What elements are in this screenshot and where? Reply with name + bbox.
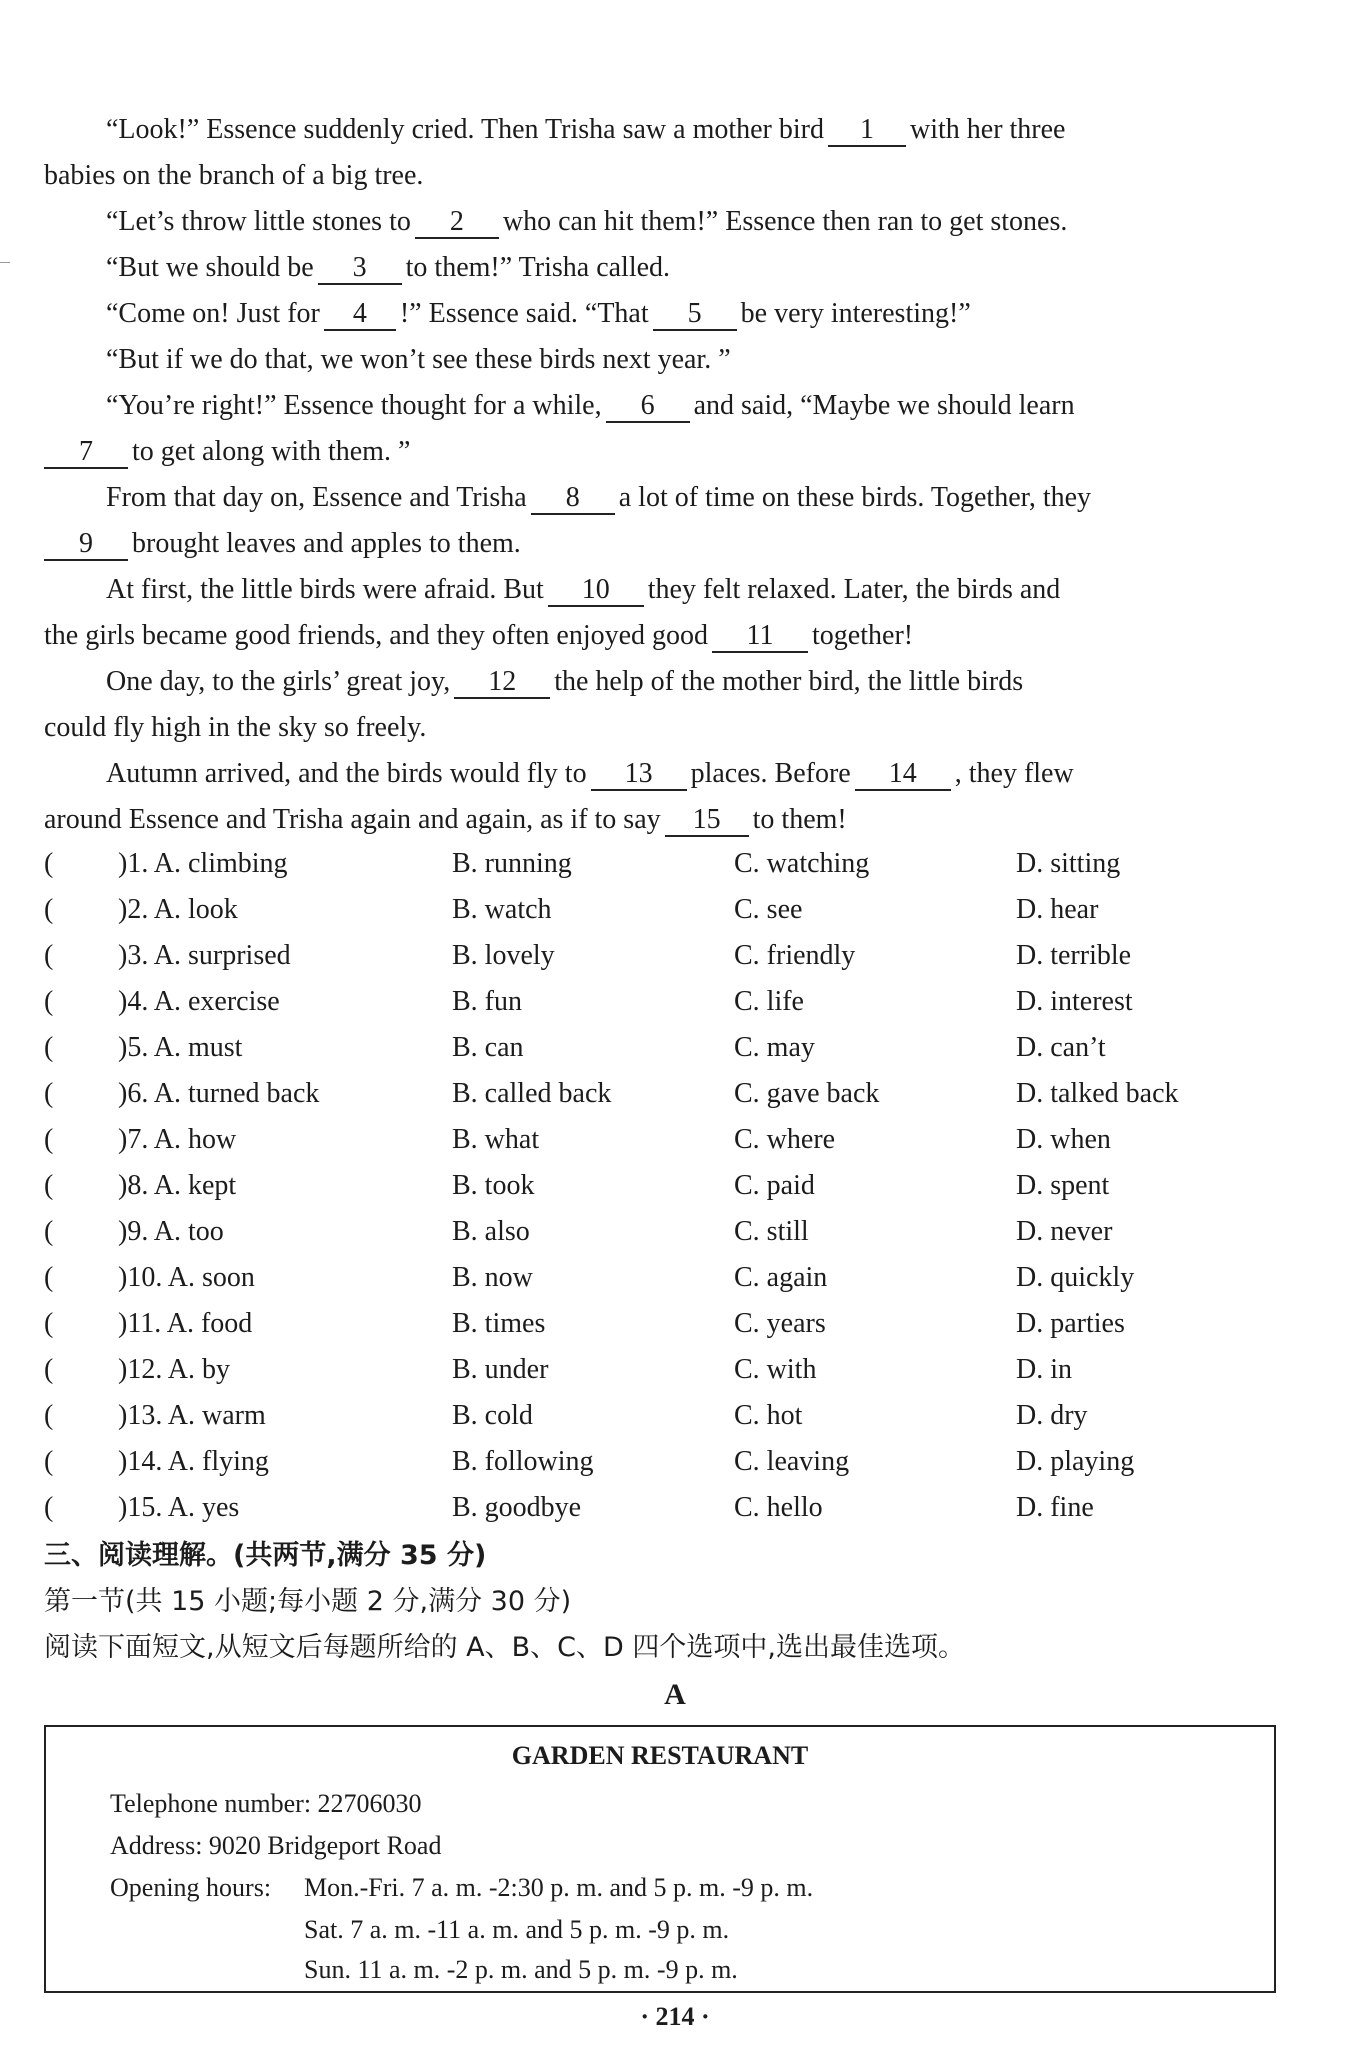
section-part: 第一节(共 15 小题;每小题 2 分,满分 30 分) bbox=[44, 1586, 572, 1617]
answer-paren[interactable]: ( bbox=[44, 986, 54, 1017]
option-b: B. fun bbox=[452, 986, 522, 1017]
option-a: )5. A. must bbox=[118, 1032, 243, 1063]
option-d: D. terrible bbox=[1016, 940, 1132, 971]
option-a: )14. A. flying bbox=[118, 1446, 269, 1477]
option-c: C. watching bbox=[734, 848, 870, 879]
edge-mark bbox=[0, 262, 10, 263]
restaurant-card bbox=[44, 1725, 1276, 1993]
passage-label: A bbox=[664, 1678, 686, 1711]
option-b: B. called back bbox=[452, 1078, 612, 1109]
option-b: B. running bbox=[452, 848, 572, 879]
answer-paren[interactable]: ( bbox=[44, 1124, 54, 1155]
option-c: C. life bbox=[734, 986, 804, 1017]
option-a: )4. A. exercise bbox=[118, 986, 280, 1017]
answer-paren[interactable]: ( bbox=[44, 1446, 54, 1477]
passage-line-16: around Essence and Trisha again and again, as if to say 15 to them! bbox=[44, 804, 847, 835]
option-c: C. may bbox=[734, 1032, 815, 1063]
answer-paren[interactable]: ( bbox=[44, 1170, 54, 1201]
blank-1[interactable]: 1 bbox=[828, 115, 906, 147]
answer-paren[interactable]: ( bbox=[44, 894, 54, 925]
blank-4[interactable]: 4 bbox=[324, 299, 396, 331]
blank-10[interactable]: 10 bbox=[548, 575, 644, 607]
question-row bbox=[44, 984, 1300, 1030]
answer-paren[interactable]: ( bbox=[44, 1400, 54, 1431]
option-d: D. sitting bbox=[1016, 848, 1121, 879]
option-d: D. hear bbox=[1016, 894, 1099, 925]
answer-paren[interactable]: ( bbox=[44, 1216, 54, 1247]
option-a: )1. A. climbing bbox=[118, 848, 288, 879]
option-c: C. leaving bbox=[734, 1446, 850, 1477]
option-c: C. gave back bbox=[734, 1078, 880, 1109]
passage-line-9: From that day on, Essence and Trisha 8 a lot of time on these birds. Together, they bbox=[106, 482, 1092, 513]
answer-paren[interactable]: ( bbox=[44, 1078, 54, 1109]
option-a: )9. A. too bbox=[118, 1216, 224, 1247]
option-d: D. spent bbox=[1016, 1170, 1110, 1201]
question-row bbox=[44, 1030, 1300, 1076]
question-row bbox=[44, 1260, 1300, 1306]
blank-2[interactable]: 2 bbox=[415, 207, 499, 239]
question-row bbox=[44, 1168, 1300, 1214]
option-b: B. what bbox=[452, 1124, 540, 1155]
option-b: B. times bbox=[452, 1308, 546, 1339]
option-b: B. following bbox=[452, 1446, 594, 1477]
page-number: · 214 · bbox=[640, 2002, 710, 2031]
answer-paren[interactable]: ( bbox=[44, 940, 54, 971]
passage-line-3: “Let’s throw little stones to 2 who can hit them!” Essence then ran to get stones. bbox=[106, 206, 1068, 237]
option-d: D. interest bbox=[1016, 986, 1133, 1017]
restaurant-hours-label: Opening hours: bbox=[110, 1873, 272, 1902]
option-a: )12. A. by bbox=[118, 1354, 230, 1385]
option-d: D. dry bbox=[1016, 1400, 1088, 1431]
question-row bbox=[44, 1122, 1300, 1168]
option-d: D. quickly bbox=[1016, 1262, 1135, 1293]
question-row bbox=[44, 1306, 1300, 1352]
passage-line-4: “But we should be 3 to them!” Trisha called. bbox=[106, 252, 671, 283]
option-c: C. hello bbox=[734, 1492, 823, 1523]
question-row bbox=[44, 1398, 1300, 1444]
option-a: )10. A. soon bbox=[118, 1262, 255, 1293]
option-a: )6. A. turned back bbox=[118, 1078, 320, 1109]
answer-paren[interactable]: ( bbox=[44, 1032, 54, 1063]
passage-line-6: “But if we do that, we won’t see these birds next year. ” bbox=[106, 344, 731, 375]
option-b: B. took bbox=[452, 1170, 535, 1201]
restaurant-hours-sunday: Sun. 11 a. m. -2 p. m. and 5 p. m. -9 p. m. bbox=[304, 1955, 738, 1984]
option-c: C. again bbox=[734, 1262, 828, 1293]
blank-5[interactable]: 5 bbox=[653, 299, 737, 331]
restaurant-hours-weekday: Mon.-Fri. 7 a. m. -2:30 p. m. and 5 p. m. -9 p. m. bbox=[304, 1873, 814, 1902]
option-d: D. fine bbox=[1016, 1492, 1094, 1523]
passage-line-14: could fly high in the sky so freely. bbox=[44, 712, 427, 743]
passage-line-11: At first, the little birds were afraid. But 10 they felt relaxed. Later, the birds and bbox=[106, 574, 1061, 605]
option-c: C. friendly bbox=[734, 940, 856, 971]
option-a: )2. A. look bbox=[118, 894, 238, 925]
question-row bbox=[44, 1076, 1300, 1122]
blank-3[interactable]: 3 bbox=[318, 253, 402, 285]
option-c: C. where bbox=[734, 1124, 836, 1155]
answer-paren[interactable]: ( bbox=[44, 1354, 54, 1385]
option-c: C. hot bbox=[734, 1400, 803, 1431]
option-d: D. can’t bbox=[1016, 1032, 1106, 1063]
answer-paren[interactable]: ( bbox=[44, 1492, 54, 1523]
section-heading: 三、阅读理解。(共两节,满分 35 分) bbox=[44, 1540, 487, 1571]
option-a: )13. A. warm bbox=[118, 1400, 266, 1431]
option-c: C. years bbox=[734, 1308, 826, 1339]
option-a: )15. A. yes bbox=[118, 1492, 240, 1523]
section-instruction: 阅读下面短文,从短文后每题所给的 A、B、C、D 四个选项中,选出最佳选项。 bbox=[44, 1632, 965, 1663]
blank-13[interactable]: 13 bbox=[591, 759, 687, 791]
passage-line-1: “Look!” Essence suddenly cried. Then Trisha saw a mother bird 1 with her three bbox=[106, 114, 1066, 145]
option-d: D. never bbox=[1016, 1216, 1113, 1247]
blank-15[interactable]: 15 bbox=[665, 805, 749, 837]
option-c: C. paid bbox=[734, 1170, 815, 1201]
question-row bbox=[44, 1352, 1300, 1398]
option-a: )8. A. kept bbox=[118, 1170, 237, 1201]
option-b: B. goodbye bbox=[452, 1492, 582, 1523]
option-b: B. cold bbox=[452, 1400, 533, 1431]
option-d: D. when bbox=[1016, 1124, 1111, 1155]
passage-line-8: 7 to get along with them. ” bbox=[44, 434, 410, 470]
option-b: B. under bbox=[452, 1354, 549, 1385]
option-a: )7. A. how bbox=[118, 1124, 237, 1155]
passage-line-5: “Come on! Just for 4 !” Essence said. “That 5 be very interesting!” bbox=[106, 298, 971, 329]
answer-paren[interactable]: ( bbox=[44, 1308, 54, 1339]
passage-line-10: 9 brought leaves and apples to them. bbox=[44, 526, 521, 562]
option-d: D. parties bbox=[1016, 1308, 1125, 1339]
blank-14[interactable]: 14 bbox=[855, 759, 951, 791]
option-b: B. now bbox=[452, 1262, 533, 1293]
option-c: C. see bbox=[734, 894, 803, 925]
answer-paren[interactable]: ( bbox=[44, 1262, 54, 1293]
restaurant-title: GARDEN RESTAURANT bbox=[511, 1741, 809, 1770]
answer-paren[interactable]: ( bbox=[44, 848, 54, 879]
question-row bbox=[44, 1490, 1300, 1536]
blank-11[interactable]: 11 bbox=[712, 621, 808, 653]
passage-line-13: One day, to the girls’ great joy, 12 the help of the mother bird, the little birds bbox=[106, 666, 1024, 697]
option-a: )3. A. surprised bbox=[118, 940, 291, 971]
option-b: B. also bbox=[452, 1216, 530, 1247]
question-row bbox=[44, 892, 1300, 938]
question-row bbox=[44, 1444, 1300, 1490]
passage-line-7: “You’re right!” Essence thought for a while, 6 and said, “Maybe we should learn bbox=[106, 390, 1075, 421]
option-a: )11. A. food bbox=[118, 1308, 253, 1339]
option-d: D. playing bbox=[1016, 1446, 1135, 1477]
blank-7[interactable]: 7 bbox=[44, 437, 128, 469]
option-d: D. in bbox=[1016, 1354, 1072, 1385]
blank-9[interactable]: 9 bbox=[44, 529, 128, 561]
question-row bbox=[44, 1214, 1300, 1260]
blank-12[interactable]: 12 bbox=[454, 667, 550, 699]
option-d: D. talked back bbox=[1016, 1078, 1179, 1109]
option-b: B. can bbox=[452, 1032, 524, 1063]
question-row bbox=[44, 938, 1300, 984]
restaurant-telephone: Telephone number: 22706030 bbox=[110, 1789, 422, 1818]
blank-6[interactable]: 6 bbox=[606, 391, 690, 423]
passage-line-15: Autumn arrived, and the birds would fly to 13 places. Before 14 , they flew bbox=[106, 758, 1074, 789]
passage-line-2: babies on the branch of a big tree. bbox=[44, 160, 424, 191]
restaurant-address: Address: 9020 Bridgeport Road bbox=[110, 1831, 442, 1860]
restaurant-hours-saturday: Sat. 7 a. m. -11 a. m. and 5 p. m. -9 p. m. bbox=[304, 1915, 730, 1944]
passage-line-12: the girls became good friends, and they often enjoyed good 11 together! bbox=[44, 620, 914, 651]
option-b: B. watch bbox=[452, 894, 552, 925]
question-row bbox=[44, 846, 1300, 892]
option-c: C. still bbox=[734, 1216, 809, 1247]
option-c: C. with bbox=[734, 1354, 817, 1385]
blank-8[interactable]: 8 bbox=[531, 483, 615, 515]
option-b: B. lovely bbox=[452, 940, 555, 971]
